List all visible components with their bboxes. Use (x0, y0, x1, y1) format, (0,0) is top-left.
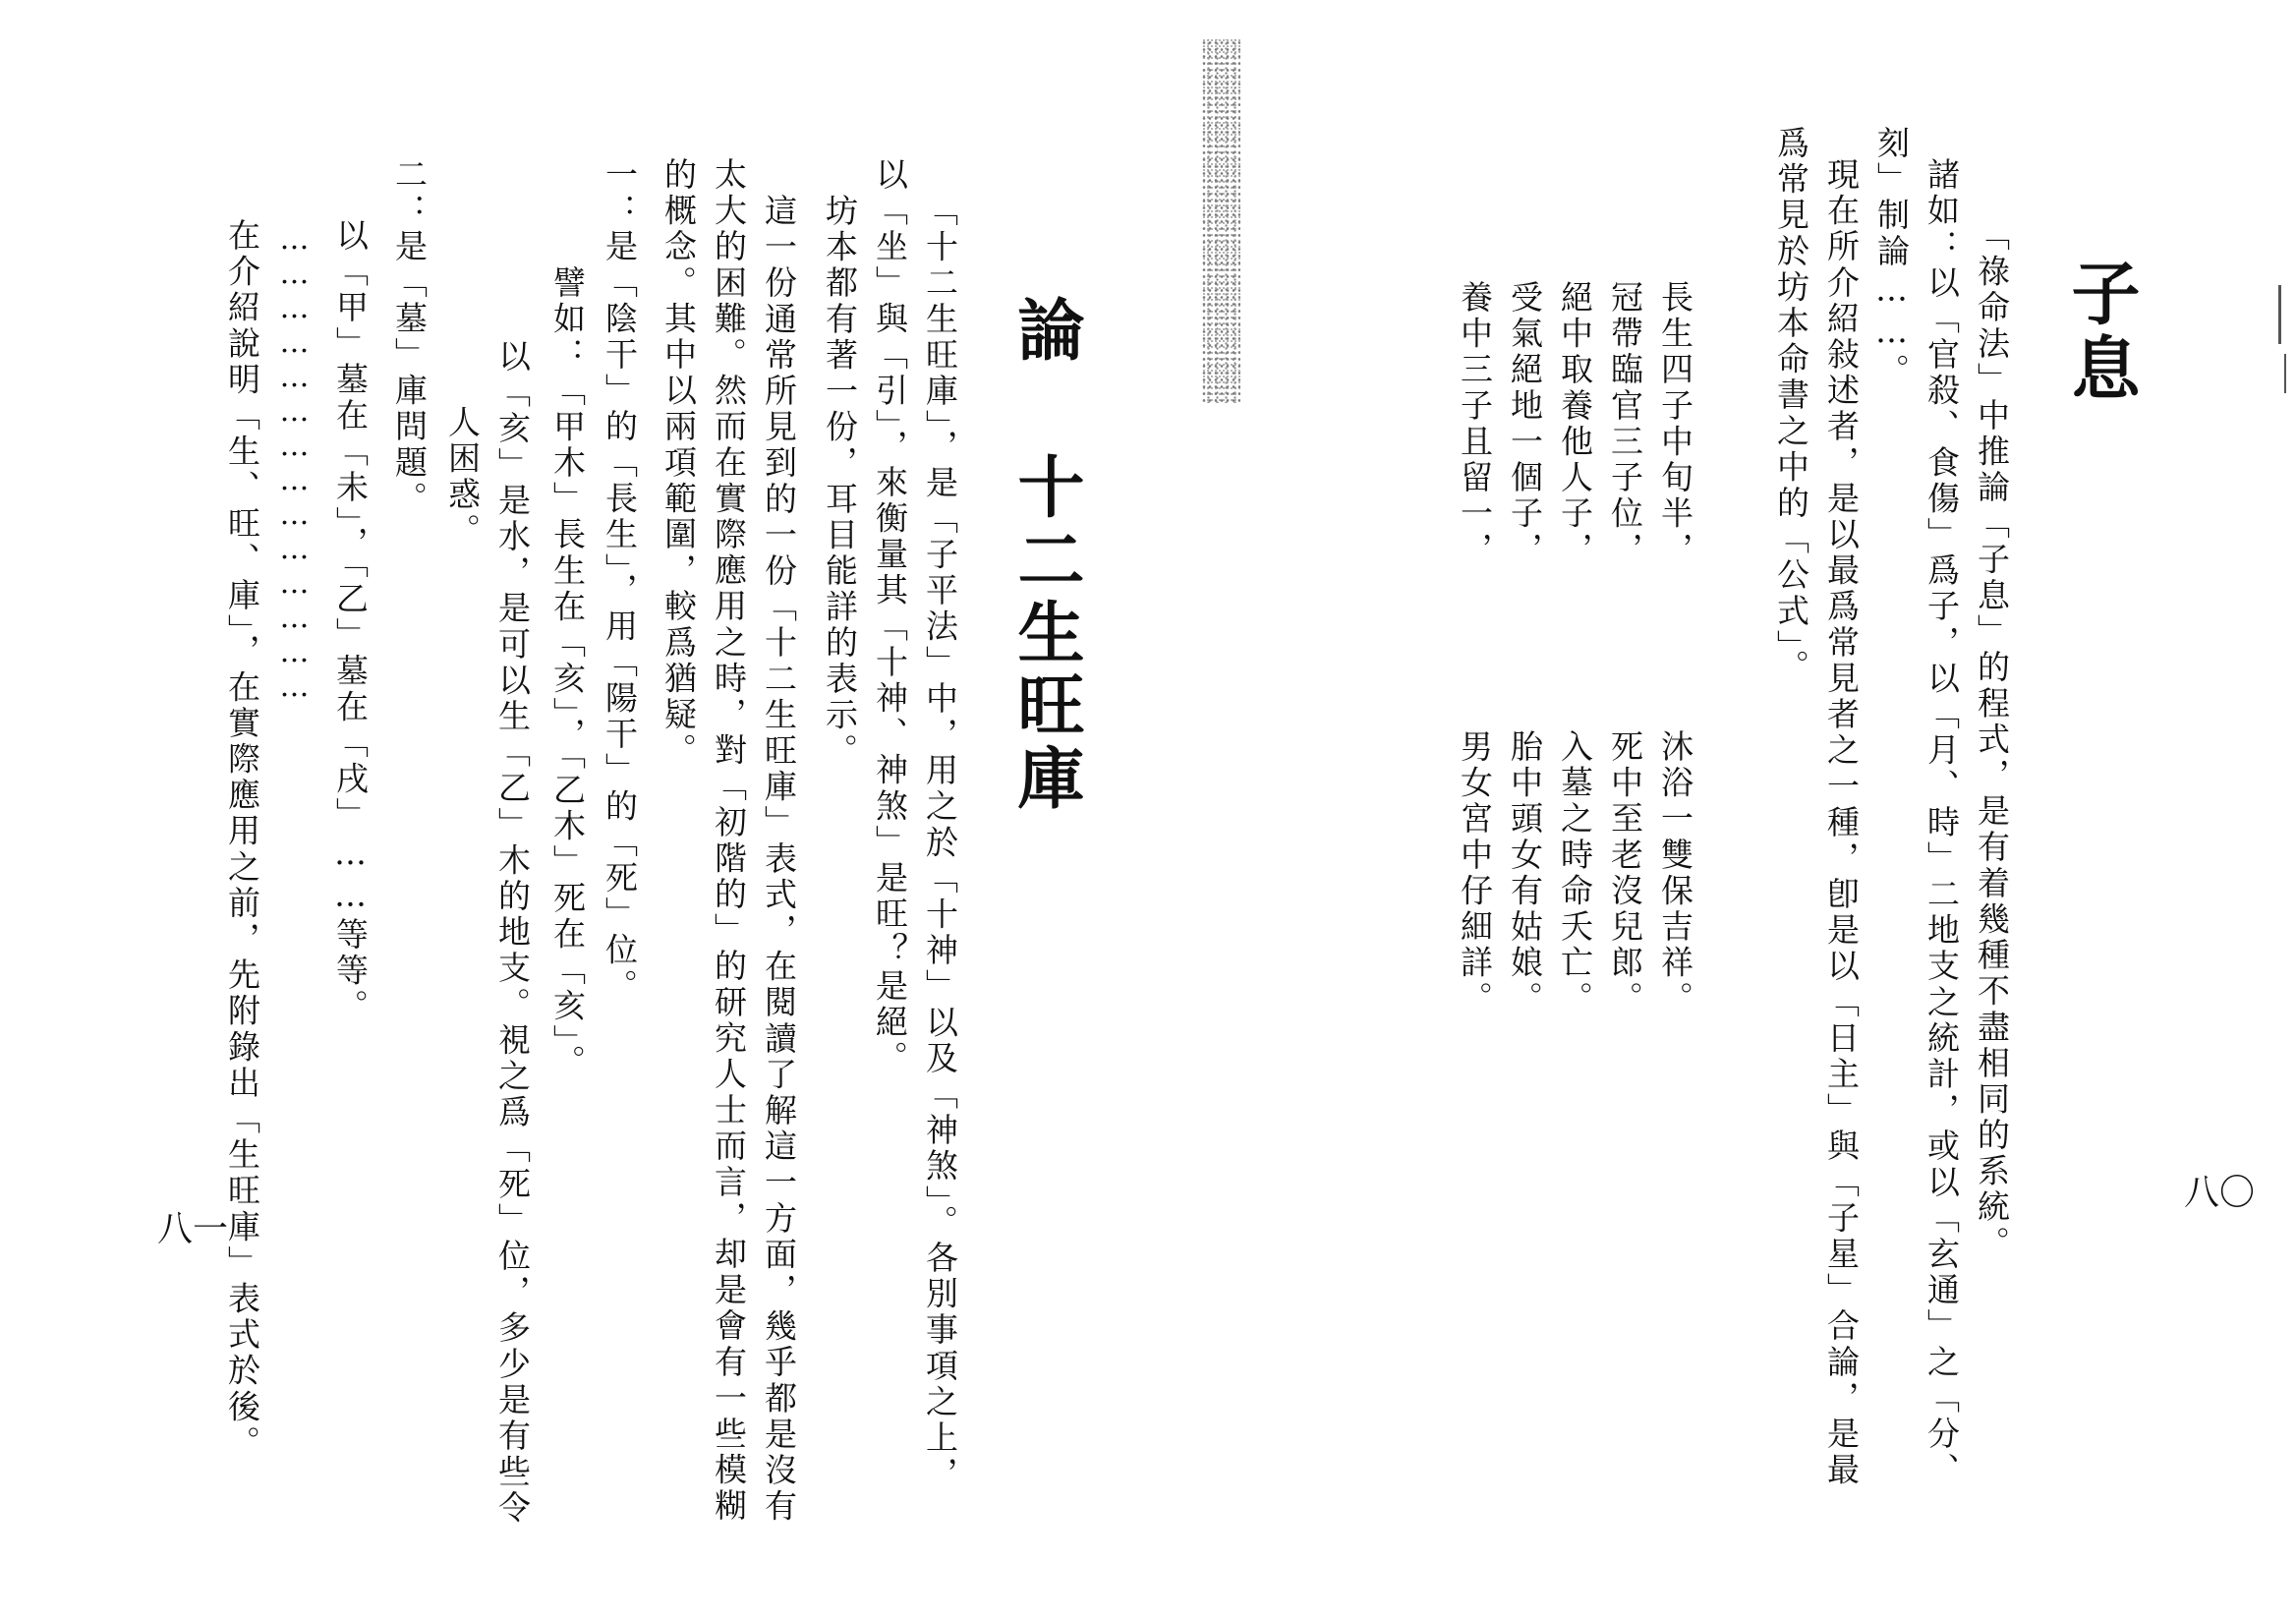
paragraph-line: 爲常見於坊本命書之中的「公式」。 (1772, 126, 1810, 686)
paragraph-line: 這一份通常所見到的一份「十二生旺庫」表式，在閱讀了解這一方面，幾乎都是沒有 (760, 194, 798, 1526)
page-number: 八一 (157, 1209, 229, 1249)
paragraph-line: 諸如：以「官殺、食傷」爲子，以「月、時」二地支之統計，或以「玄通」之「分、 (1923, 157, 1961, 1489)
paragraph-line: 人困惑。 (443, 405, 482, 550)
paragraph-line: 坊本都有著一份，耳目能詳的表示。 (821, 194, 859, 770)
left-page-title: 論 十二生旺庫 (1006, 295, 1085, 816)
edge-mark (2278, 285, 2281, 344)
paragraph-line: 譬如：「甲木」長生在「亥」，「乙木」死在「亥」。 (548, 265, 587, 1080)
verse-line: 絕中取養他人子， (1556, 280, 1594, 568)
paragraph-line: 在介紹說明「生、旺、庫」，在實際應用之前，先附錄出「生旺庫」表式於後。 (223, 218, 261, 1462)
verse-line: 沐浴一雙保吉祥。 (1656, 729, 1694, 1017)
paragraph-line: 的概念。其中以兩項範圍，較爲猶疑。 (660, 157, 698, 770)
edge-mark (2284, 354, 2286, 393)
paragraph-line: 以「亥」是水，是可以生「乙」木的地支。視之爲「死」位，多少是有些令 (493, 339, 532, 1527)
paragraph-line: 以「坐」與「引」，來衡量其「十神、神煞」是旺？是絕。 (871, 157, 909, 1077)
paragraph-line: 現在所介紹敍述者，是以最爲常見者之一種，卽是以「日主」與「子星」合論，是最 (1822, 157, 1861, 1489)
verse-line: 男女宮中仔細詳。 (1456, 729, 1494, 1017)
right-page-title: 子息 (2060, 258, 2142, 407)
dotted-divider: …………………………………… (277, 222, 312, 704)
verse-line: 入墓之時命夭亡。 (1556, 729, 1594, 1017)
paragraph-line: 太大的困難。然而在實際應用之時，對「初階的」的研究人士而言，却是會有一些模糊 (710, 157, 748, 1525)
verse-line: 冠帶臨官三子位， (1606, 280, 1644, 568)
page-number: 八〇 (2184, 1173, 2256, 1213)
paragraph-line: 二：是「墓」庫問題。 (390, 157, 429, 517)
verse-line: 胎中頭女有姑娘。 (1506, 729, 1544, 1017)
paragraph-line: 「祿命法」中推論「子息」的程式，是有着幾種不盡相同的系統。 (1973, 218, 2011, 1262)
paragraph-line: 刻」制論……。 (1872, 126, 1911, 390)
verse-line: 養中三子且留一， (1456, 280, 1494, 568)
paragraph-line: 以「甲」墓在「未」，「乙」墓在「戌」……等等。 (331, 218, 370, 1025)
paragraph-line: 「十二生旺庫」，是「子平法」中，用之於「十神」以及「神煞」。各別事項之上， (921, 194, 959, 1493)
verse-line: 死中至老沒兒郎。 (1606, 729, 1644, 1017)
verse-line: 長生四子中旬半， (1656, 280, 1694, 568)
verse-line: 受氣絕地一個子， (1506, 280, 1544, 568)
gutter-print-noise (1201, 39, 1240, 403)
paragraph-line: 一：是「陰干」的「長生」，用「陽干」的「死」位。 (601, 157, 639, 1005)
